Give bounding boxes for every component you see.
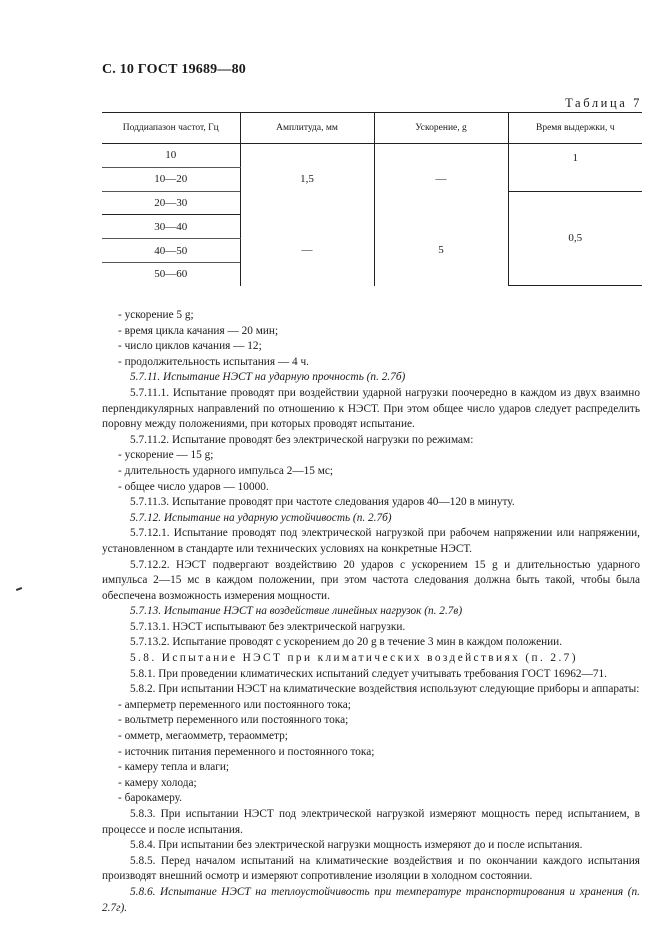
amplitude-cell: —: [240, 215, 374, 286]
list-item: - продолжительность испытания — 4 ч.: [118, 355, 309, 368]
paragraph: 5.7.12. Испытание на ударную устойчивость (п. 2.7б): [130, 511, 392, 524]
list-item: - вольтметр переменного или постоянного тока;: [118, 714, 349, 727]
paragraph: 5.7.13. Испытание НЭСТ на воздействие линейных нагрузок (п. 2.7в): [130, 605, 463, 618]
document-body: [102, 308, 640, 916]
frequency-cell: 10: [102, 144, 240, 168]
paragraph: 5.8.5. Перед началом испытаний на климатические воздействия и по окончании каждого испытания производят внешний осмотр и измеряют сопротивление изоляции в холодном состоянии.: [102, 854, 640, 883]
acceleration-cell: —: [374, 144, 508, 215]
amplitude-cell: 1,5: [240, 144, 374, 215]
frequency-cell: 10—20: [102, 167, 240, 191]
frequency-cell: 50—60: [154, 268, 188, 281]
list-item: - камеру холода;: [118, 776, 197, 789]
paragraph: 5.7.11.3. Испытание проводят при частоте следования ударов 40—120 в минуту.: [130, 496, 515, 509]
list-item: - число циклов качания — 12;: [118, 340, 262, 353]
duration-cell: 1: [508, 144, 642, 192]
list-item: - источник питания переменного и постоянного тока;: [118, 745, 375, 758]
paragraph: 5.8.3. При испытании НЭСТ под электрической нагрузкой измеряют мощность перед испытанием, в процессе и после испытания.: [102, 808, 640, 836]
list-item: - камеру тепла и влаги;: [118, 761, 230, 774]
table-caption: Таблица 7: [565, 96, 642, 110]
table-row: [102, 144, 642, 168]
margin-mark: [16, 587, 22, 591]
paragraph: 5.8.2. При испытании НЭСТ на климатические воздействия используют следующие приборы и аппараты:: [130, 683, 640, 696]
acceleration-cell: 5: [374, 215, 508, 286]
col-frequency: Поддиапазон частот, Гц: [102, 113, 240, 144]
list-item: - время цикла качания — 20 мин;: [118, 324, 279, 337]
paragraph: 5.8.4. При испытании без электрической нагрузки мощность измеряют до и после испытания.: [130, 839, 583, 852]
list-item: - ускорение 5 g;: [118, 309, 194, 321]
duration-cell: 0,5: [508, 191, 642, 286]
paragraph: 5.7.11. Испытание НЭСТ на ударную прочность (п. 2.7б): [130, 371, 406, 384]
paragraph: 5.8. Испытание НЭСТ при климатических воздействиях (п. 2.7): [130, 652, 578, 665]
table-header-row: [102, 113, 642, 144]
list-item: - омметр, мегаомметр, тераомметр;: [118, 730, 288, 743]
list-item: - ускорение — 15 g;: [118, 449, 214, 462]
col-duration: Время выдержки, ч: [508, 113, 642, 144]
paragraph: 5.7.11.2. Испытание проводят без электрической нагрузки по режимам:: [130, 433, 474, 446]
page-header: С. 10 ГОСТ 19689—80: [102, 62, 246, 77]
vibration-table: [102, 112, 642, 286]
paragraph: 5.7.13.2. Испытание проводят с ускорением до 20 g в течение 3 мин в каждом положении.: [130, 636, 563, 649]
col-acceleration: Ускорение, g: [374, 113, 508, 144]
frequency-cell: 20—30: [102, 191, 240, 215]
list-item: - общее число ударов — 10000.: [118, 480, 269, 493]
list-item: - барокамеру.: [118, 792, 182, 805]
paragraph: 5.7.11.1. Испытание проводят при воздействии ударной нагрузки поочередно в каждом из двух взаимно перпендикулярных направлений по отношению к НЭСТ. При этом общее число ударов следует распределить поровну между положениями, при которых проводят испытание.: [102, 386, 640, 431]
paragraph: 5.7.12.2. НЭСТ подвергают воздействию 20 ударов с ускорением 15 g и длительностью ударного импульса 2—15 мс в каждом положении, при этом частота следования должна быть такой, чтобы была обеспечена возможность измерения мощности.: [102, 558, 640, 602]
paragraph: 5.8.1. При проведении климатических испытаний следует учитывать требования ГОСТ 16962—71.: [130, 667, 607, 680]
paragraph: 5.8.6. Испытание НЭСТ на теплоустойчивость при температуре транспортирования и хранения (п. 2.7г).: [102, 885, 640, 914]
frequency-cell: 30—40: [102, 215, 240, 239]
list-item: - длительность ударного импульса 2—15 мс;: [118, 464, 334, 477]
col-amplitude: Амплитуда, мм: [240, 113, 374, 144]
paragraph: 5.7.13.1. НЭСТ испытывают без электрической нагрузки.: [130, 620, 406, 633]
frequency-cell: 40—50: [102, 239, 240, 263]
list-item: - амперметр переменного или постоянного тока;: [118, 698, 351, 711]
paragraph: 5.7.12.1. Испытание проводят под электрической нагрузкой при рабочем напряжении или напряжении, установленном в стандарте или технических условиях на конкретные НЭСТ.: [102, 527, 640, 555]
